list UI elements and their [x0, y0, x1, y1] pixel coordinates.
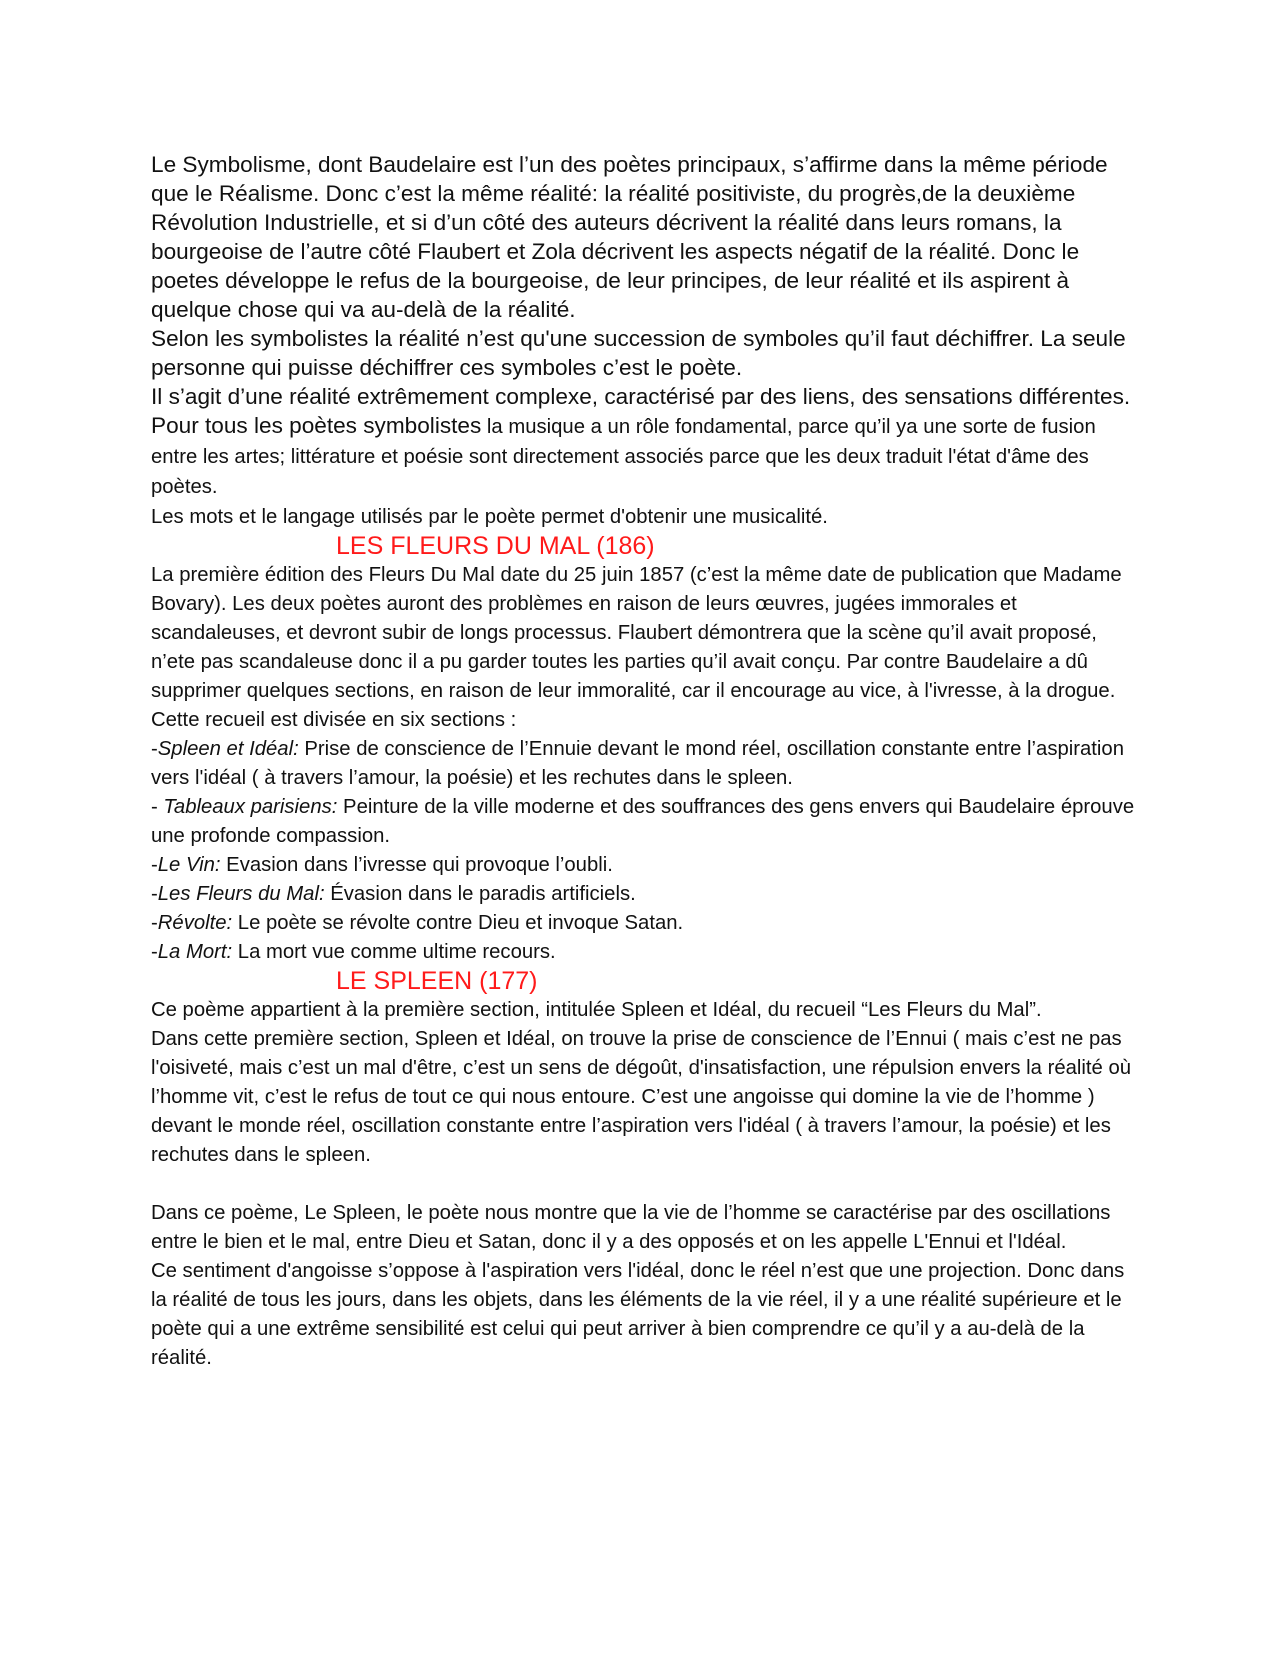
section-name: Spleen et Idéal:	[157, 738, 299, 760]
section-item-le-vin	[151, 851, 1136, 880]
section-desc: Évasion dans le paradis artificiels.	[324, 883, 636, 905]
intro-paragraph-4	[151, 411, 1136, 503]
section-prefix: -	[151, 883, 158, 905]
section-name: Le Vin:	[157, 854, 221, 876]
spleen-paragraph-4: Ce sentiment d'angoisse s’oppose à l'aspiration vers l'idéal, donc le réel n’est que une projection. Donc dans la réalité de tous les jours, dans les objets, dans les éléments de la vie réel, il y a une réalité supérieure et le poète qui a une extrême sensibilité est celui qui peut arriver à bien comprendre ce qu’il y a au-delà de la réalité.	[151, 1260, 1125, 1369]
heading-fleurs-du-mal: LES FLEURS DU MAL (186)	[336, 532, 655, 560]
spleen-paragraph-2: Dans cette première section, Spleen et Idéal, on trouve la prise de conscience de l’Ennui ( mais c’est ne pas l'oisiveté, mais c’est un mal d'être, c’est un sens de dégoût, d'insatisfaction, une répulsion envers la réalité où l’homme vit, c’est le refus de tout ce qui nous entoure. C’est une angoisse qui domine la vie de l’homme ) devant le monde réel, oscillation constante entre l’aspiration vers l'idéal ( à travers l’amour, la poésie) et les rechutes dans le spleen.	[151, 1028, 1132, 1166]
section-name: Révolte:	[157, 912, 233, 934]
section-prefix: -	[151, 854, 158, 876]
fleurs-paragraph-1: La première édition des Fleurs Du Mal date du 25 juin 1857 (c’est la même date de publication que Madame Bovary). Les deux poètes auront des problèmes en raison de leurs œuvres, jugées immorales et scandaleuses, et devront subir de longs processus. Flaubert démontrera que la scène qu’il avait proposé, n’ete pas scandaleuse donc il a pu garder toutes les parties qu’il avait conçu. Par contre Baudelaire a dû supprimer quelques sections, en raison de leur immoralité, car il encourage au vice, à l'ivresse, à la drogue. Cette recueil est divisée en six sections :	[151, 564, 1122, 731]
section-item-la-mort	[151, 938, 1136, 967]
section-desc: La mort vue comme ultime recours.	[232, 941, 556, 963]
section-prefix: -	[151, 912, 158, 934]
section-name: Les Fleurs du Mal:	[157, 883, 325, 905]
section-item-revolte	[151, 909, 1136, 938]
section-desc: Peinture de la ville moderne et des souffrances des gens envers qui Baudelaire éprouve une profonde compassion.	[151, 796, 1135, 847]
intro-paragraph-4-rest: la musique a un rôle fondamental, parce qu’il ya une sorte de fusion entre les artes; littérature et poésie sont directement associés parce que les deux traduit l'état d'âme des poètes.	[151, 416, 1096, 498]
section-name: La Mort:	[157, 941, 233, 963]
intro-paragraph-5: Les mots et le langage utilisés par le poète permet d'obtenir une musicalité.	[151, 506, 828, 528]
section-name: Tableaux parisiens:	[163, 796, 338, 818]
section-item-tableaux-parisiens	[151, 793, 1136, 851]
intro-paragraph-2: Selon les symbolistes la réalité n’est qu'une succession de symboles qu’il faut déchiffrer. La seule personne qui puisse déchiffrer ces symboles c’est le poète.	[151, 326, 1126, 380]
section-desc: Le poète se révolte contre Dieu et invoque Satan.	[232, 912, 684, 934]
section-desc: Evasion dans l’ivresse qui provoque l’oubli.	[220, 854, 613, 876]
blank-line	[151, 1170, 1136, 1199]
section-prefix: -	[151, 941, 158, 963]
spleen-paragraph-3: Dans ce poème, Le Spleen, le poète nous montre que la vie de l’homme se caractérise par des oscillations entre le bien et le mal, entre Dieu et Satan, donc il y a des opposés et on les appelle L'Ennui et l'Idéal.	[151, 1202, 1111, 1253]
section-item-fleurs-du-mal	[151, 880, 1136, 909]
intro-paragraph-4-start: Pour tous les poètes symbolistes	[151, 413, 482, 438]
intro-paragraph-1: Le Symbolisme, dont Baudelaire est l’un des poètes principaux, s’affirme dans la même période que le Réalisme. Donc c’est la même réalité: la réalité positiviste, du progrès,de la deuxième Révolution Industrielle, et si d’un côté des auteurs décrivent la réalité dans leurs romans, la bourgeoise de l’autre côté Flaubert et Zola décrivent les aspects négatif de la réalité. Donc le poetes développe le refus de la bourgeoise, de leur principes, de leur réalité et ils aspirent à quelque chose qui va au-delà de la réalité.	[151, 152, 1108, 322]
document-page	[151, 150, 1136, 1373]
intro-paragraph-3: Il s’agit d’une réalité extrêmement complexe, caractérisé par des liens, des sensations différentes.	[151, 384, 1131, 409]
section-desc: Prise de conscience de l’Ennuie devant le mond réel, oscillation constante entre l’aspiration vers l'idéal ( à travers l’amour, la poésie) et les rechutes dans le spleen.	[151, 738, 1124, 789]
spleen-paragraph-1: Ce poème appartient à la première section, intitulée Spleen et Idéal, du recueil “Les Fleurs du Mal”.	[151, 999, 1042, 1021]
section-prefix: -	[151, 738, 158, 760]
section-item-spleen-ideal	[151, 735, 1136, 793]
heading-le-spleen: LE SPLEEN (177)	[336, 967, 538, 995]
section-prefix: -	[151, 796, 164, 818]
